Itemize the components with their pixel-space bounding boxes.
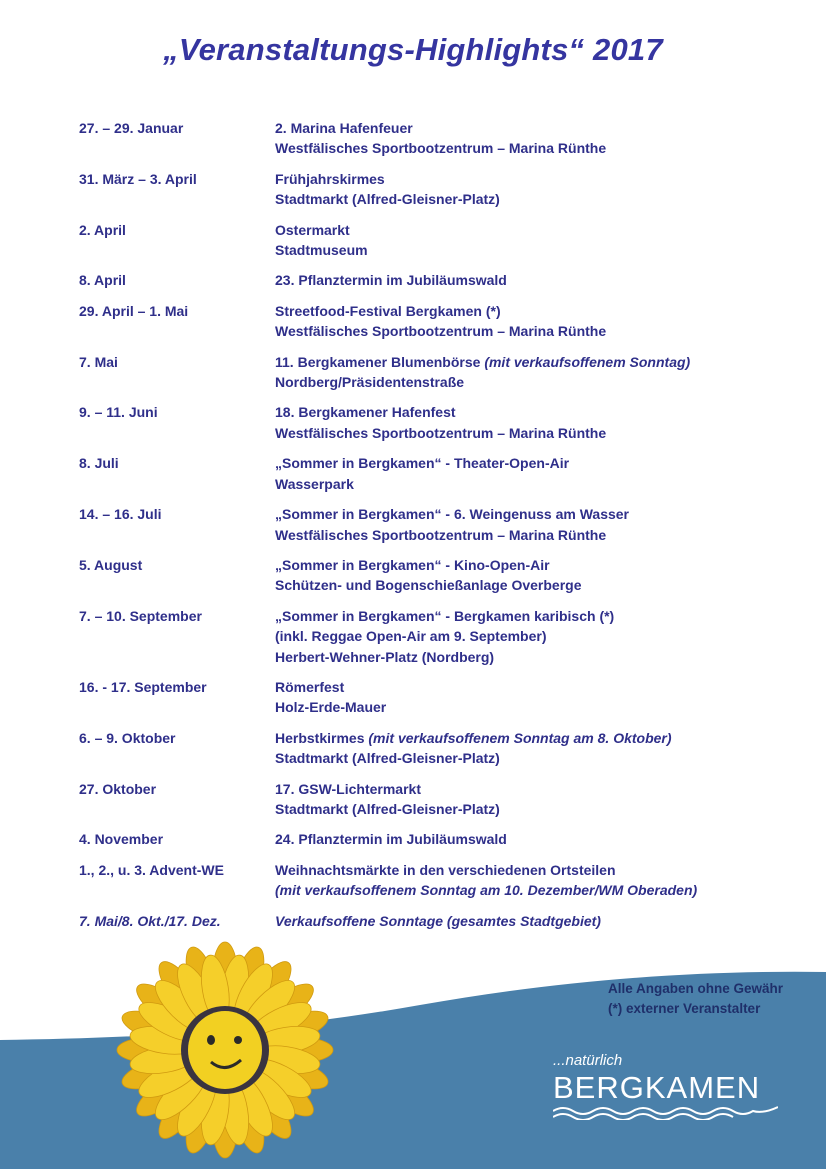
event-title <box>275 606 799 626</box>
external-organizer-note: (*) externer Veranstalter <box>608 1001 761 1016</box>
event-text-segment: Herbert-Wehner-Platz (Nordberg) <box>275 648 495 665</box>
event-text-segment: (mit verkaufsoffenem Sonntag) <box>484 353 691 370</box>
event-text-segment: Nordberg/Präsidentenstraße <box>275 374 465 391</box>
event-row <box>79 402 799 443</box>
event-text-segment: Streetfood-Festival Bergkamen (*) <box>275 302 501 319</box>
event-title <box>275 911 799 931</box>
event-location <box>275 240 799 260</box>
event-row <box>79 728 799 769</box>
event-row <box>79 606 799 667</box>
logo-wordmark: BERGKAMEN <box>553 1070 761 1105</box>
event-row <box>79 911 799 931</box>
event-text-segment: Stadtmarkt (Alfred-Gleisner-Platz) <box>275 191 500 208</box>
event-details <box>275 402 799 443</box>
event-title <box>275 555 799 575</box>
event-details <box>275 829 799 849</box>
event-date: 1., 2., u. 3. Advent-WE <box>79 861 224 878</box>
event-location <box>275 799 799 819</box>
event-date: 31. März – 3. April <box>79 170 197 187</box>
event-details <box>275 169 799 210</box>
event-text-segment: 2. Marina Hafenfeuer <box>275 120 413 136</box>
event-text-segment: Stadtmuseum <box>275 242 368 259</box>
event-date: 7. – 10. September <box>79 607 202 624</box>
event-row <box>79 555 799 596</box>
event-text-segment: Westfälisches Sportbootzentrum – Marina Rünthe <box>275 140 607 157</box>
event-date: 6. – 9. Oktober <box>79 729 176 746</box>
event-list <box>79 118 799 941</box>
event-title <box>275 118 799 138</box>
event-location <box>275 575 799 595</box>
event-date: 8. Juli <box>79 455 119 472</box>
event-details <box>275 270 799 290</box>
event-text-segment: „Sommer in Bergkamen“ - 6. Weingenuss am Wasser <box>275 506 630 523</box>
event-text-segment: Schützen- und Bogenschießanlage Overberge <box>275 577 582 594</box>
event-details <box>275 118 799 159</box>
event-title <box>275 352 799 372</box>
event-row <box>79 220 799 261</box>
event-text-segment: Ostermarkt <box>275 221 350 238</box>
event-details <box>275 555 799 596</box>
event-text-segment: Herbstkirmes <box>275 729 369 746</box>
event-row <box>79 352 799 393</box>
event-details <box>275 352 799 393</box>
event-text-segment: Weihnachtsmärkte in den verschiedenen Ortsteilen <box>275 861 616 878</box>
event-details <box>275 453 799 494</box>
event-title <box>275 453 799 473</box>
event-title <box>275 402 799 422</box>
event-location <box>275 138 799 158</box>
event-text-segment: Holz-Erde-Mauer <box>275 699 387 716</box>
event-date: 7. Mai <box>79 353 118 370</box>
event-text-segment: Römerfest <box>275 678 345 695</box>
event-title <box>275 270 799 290</box>
event-location <box>275 647 799 667</box>
event-details <box>275 911 799 931</box>
event-location <box>275 423 799 443</box>
event-location <box>275 525 799 545</box>
footnotes <box>608 979 783 1019</box>
event-text-segment: Verkaufsoffene Sonntage (gesamtes Stadtgebiet) <box>275 912 601 929</box>
event-date: 29. April – 1. Mai <box>79 302 189 319</box>
event-location <box>275 880 799 900</box>
event-row <box>79 779 799 820</box>
event-date: 16. - 17. September <box>79 678 207 695</box>
event-text-segment: 18. Bergkamener Hafenfest <box>275 404 456 421</box>
event-location <box>275 626 799 646</box>
event-date: 7. Mai/8. Okt./17. Dez. <box>79 912 221 929</box>
event-text-segment: „Sommer in Bergkamen“ - Bergkamen karibisch (*) <box>275 607 615 624</box>
logo-tagline: ...natürlich <box>553 1052 623 1069</box>
event-date: 9. – 11. Juni <box>79 404 158 421</box>
event-details <box>275 301 799 342</box>
event-date: 14. – 16. Juli <box>79 506 162 523</box>
event-date: 4. November <box>79 831 164 848</box>
disclaimer-note: Alle Angaben ohne Gewähr <box>608 981 784 996</box>
event-row <box>79 453 799 494</box>
event-row <box>79 504 799 545</box>
page-title: „Veranstaltungs-Highlights“ 2017 <box>163 32 663 67</box>
event-date: 8. April <box>79 272 126 289</box>
event-text-segment: 17. GSW-Lichtermarkt <box>275 780 421 797</box>
sunflower-smiley-icon <box>115 940 335 1160</box>
event-text-segment: (mit verkaufsoffenem Sonntag am 8. Oktober) <box>368 729 672 746</box>
event-text-segment: 23. Pflanztermin im Jubiläumswald <box>275 272 507 289</box>
event-title <box>275 779 799 799</box>
event-text-segment: (inkl. Reggae Open-Air am 9. September) <box>275 628 547 645</box>
event-text-segment: (mit verkaufsoffenem Sonntag am 10. Dezember/WM Oberaden) <box>275 882 698 899</box>
event-text-segment: 11. Bergkamener Blumenbörse <box>275 353 485 370</box>
event-row <box>79 270 799 290</box>
event-row <box>79 169 799 210</box>
bergkamen-logo <box>553 1052 778 1120</box>
event-location <box>275 748 799 768</box>
event-text-segment: „Sommer in Bergkamen“ - Kino-Open-Air <box>275 556 550 573</box>
event-date: 5. August <box>79 556 143 573</box>
event-row <box>79 301 799 342</box>
event-title <box>275 728 799 748</box>
event-row <box>79 829 799 849</box>
event-text-segment: Westfälisches Sportbootzentrum – Marina Rünthe <box>275 526 607 543</box>
event-location <box>275 372 799 392</box>
event-details <box>275 220 799 261</box>
event-text-segment: Wasserpark <box>275 475 354 492</box>
event-details <box>275 504 799 545</box>
event-text-segment: Frühjahrskirmes <box>275 170 385 187</box>
event-details <box>275 728 799 769</box>
event-location <box>275 474 799 494</box>
event-row <box>79 860 799 901</box>
event-text-segment: 24. Pflanztermin im Jubiläumswald <box>275 831 507 848</box>
event-title <box>275 220 799 240</box>
event-title <box>275 169 799 189</box>
event-date: 27. – 29. Januar <box>79 120 184 136</box>
event-row <box>79 118 799 159</box>
event-text-segment: Stadtmarkt (Alfred-Gleisner-Platz) <box>275 800 500 817</box>
event-location <box>275 697 799 717</box>
event-details <box>275 677 799 718</box>
event-text-segment: „Sommer in Bergkamen“ - Theater-Open-Air <box>275 455 570 472</box>
event-title <box>275 301 799 321</box>
event-text-segment: Westfälisches Sportbootzentrum – Marina Rünthe <box>275 424 607 441</box>
event-title <box>275 677 799 697</box>
event-row <box>79 677 799 718</box>
event-date: 2. April <box>79 221 126 238</box>
event-text-segment: Stadtmarkt (Alfred-Gleisner-Platz) <box>275 750 500 767</box>
event-title <box>275 860 799 880</box>
event-location <box>275 321 799 341</box>
event-text-segment: Westfälisches Sportbootzentrum – Marina Rünthe <box>275 323 607 340</box>
logo-wave-icon <box>553 1106 778 1120</box>
event-details <box>275 860 799 901</box>
event-title <box>275 829 799 849</box>
event-title <box>275 504 799 524</box>
event-date: 27. Oktober <box>79 780 157 797</box>
event-location <box>275 189 799 209</box>
event-details <box>275 606 799 667</box>
event-details <box>275 779 799 820</box>
